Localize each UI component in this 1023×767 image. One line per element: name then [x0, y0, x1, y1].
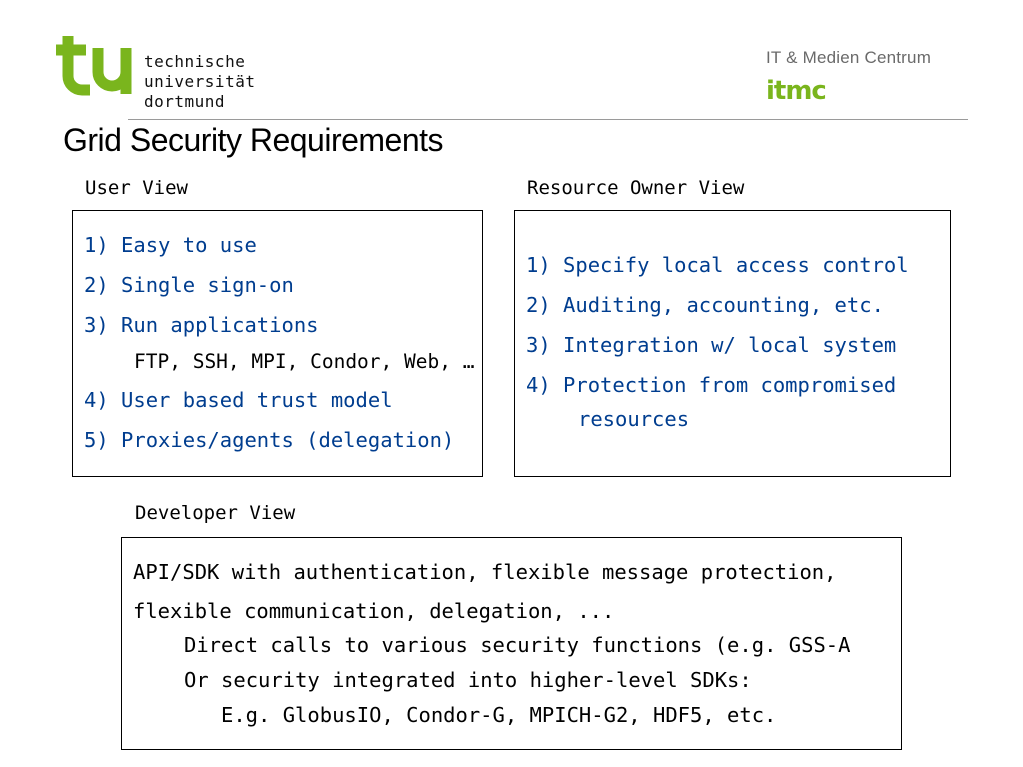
tu-logo-icon — [56, 36, 136, 98]
user-view-item-2: 2) Single sign-on — [84, 273, 294, 297]
itmc-logo: itmc — [766, 76, 826, 106]
developer-view-line-3: Direct calls to various security functions (e.g. GSS-A — [184, 633, 851, 657]
resource-owner-item-3: 3) Integration w/ local system — [526, 333, 897, 357]
slide-title: Grid Security Requirements — [63, 122, 444, 158]
developer-view-heading: Developer View — [135, 502, 296, 524]
university-name-line-3: dortmund — [144, 92, 226, 111]
user-view-item-3-subtext: FTP, SSH, MPI, Condor, Web, … — [134, 350, 475, 373]
resource-owner-view-heading: Resource Owner View — [527, 177, 745, 199]
itmc-name: IT & Medien Centrum — [766, 48, 932, 67]
user-view-item-4: 4) User based trust model — [84, 388, 393, 412]
resource-owner-item-4-continuation: resources — [578, 407, 690, 431]
resource-owner-item-4: 4) Protection from compromised — [526, 373, 897, 397]
developer-view-line-2: flexible communication, delegation, ... — [133, 599, 615, 623]
resource-owner-item-2: 2) Auditing, accounting, etc. — [526, 293, 884, 317]
university-name-line-1: technische — [144, 52, 246, 71]
user-view-item-3: 3) Run applications — [84, 313, 319, 337]
user-view-item-1: 1) Easy to use — [84, 233, 257, 257]
developer-view-line-4: Or security integrated into higher-level SDKs: — [184, 668, 752, 692]
university-name-line-2: universität — [144, 72, 256, 91]
header-divider — [128, 119, 968, 120]
user-view-item-5: 5) Proxies/agents (delegation) — [84, 428, 455, 452]
resource-owner-item-1: 1) Specify local access control — [526, 253, 909, 277]
developer-view-line-1: API/SDK with authentication, flexible message protection, — [133, 560, 837, 584]
developer-view-line-5: E.g. GlobusIO, Condor-G, MPICH-G2, HDF5, etc. — [221, 703, 777, 727]
user-view-heading: User View — [85, 177, 188, 199]
